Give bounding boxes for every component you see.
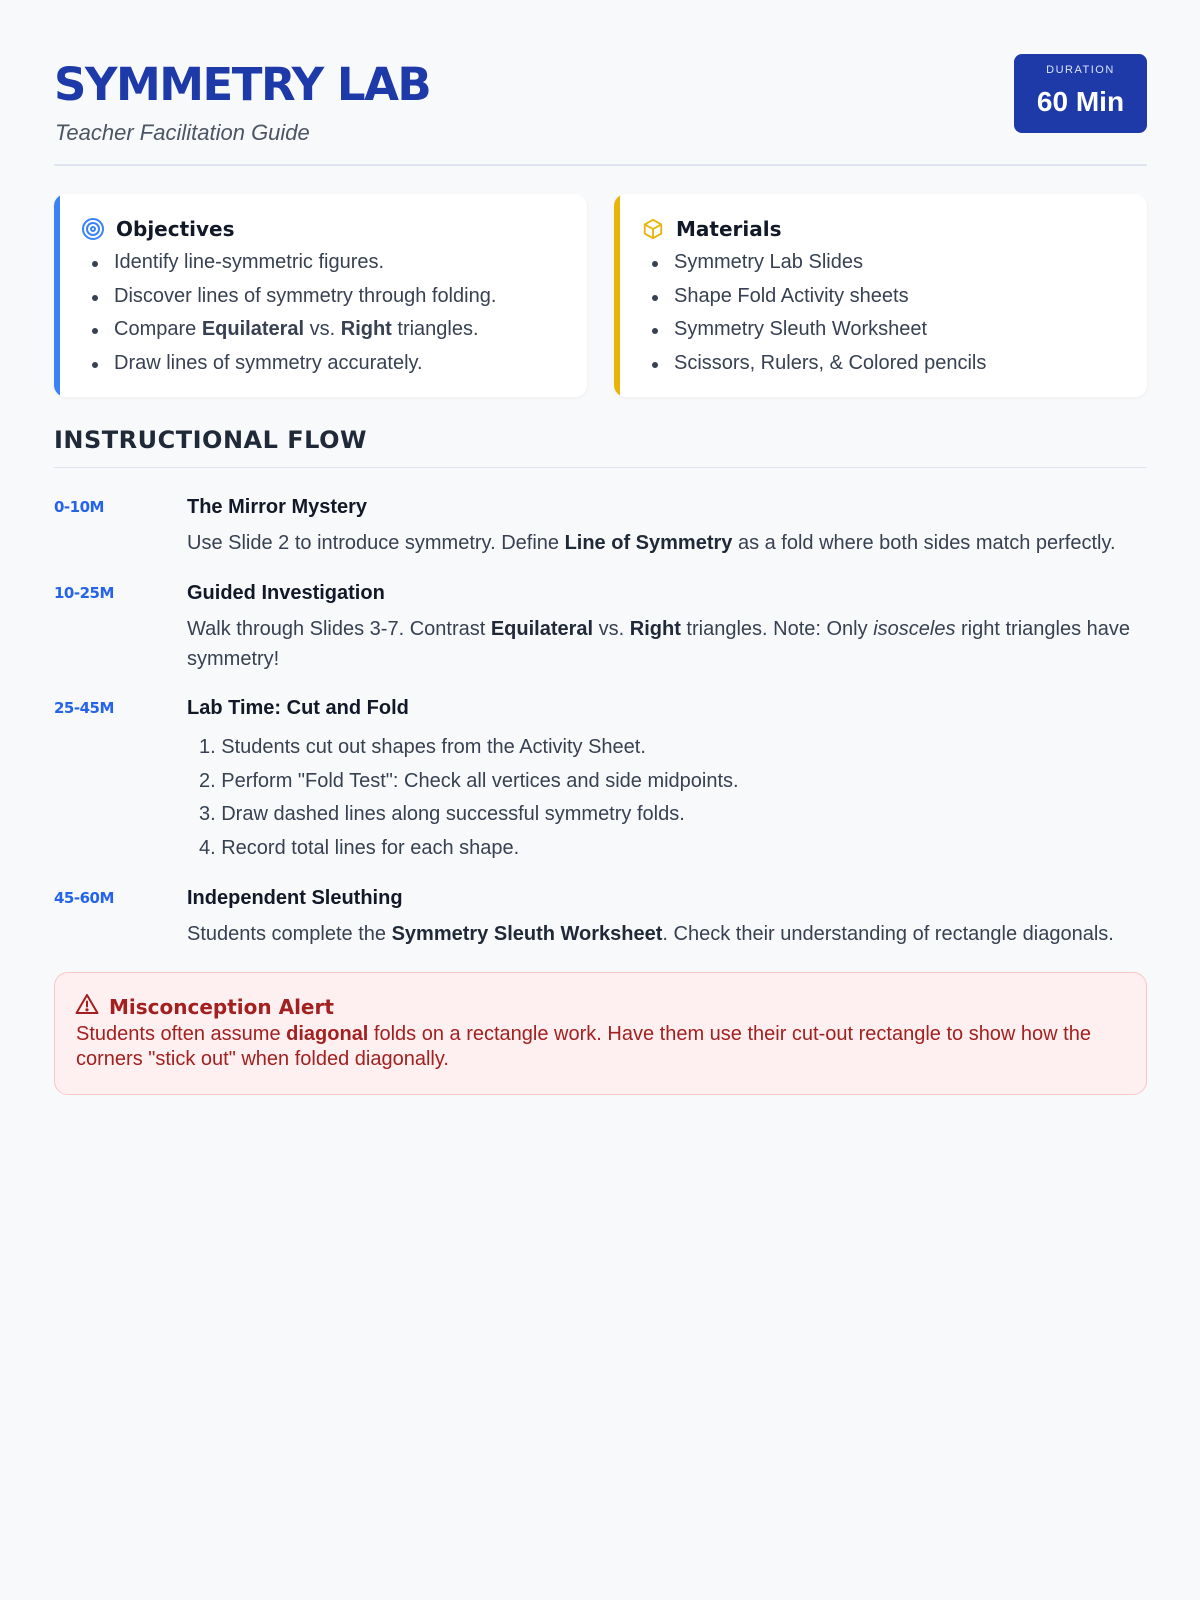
material-item: Scissors, Rulers, & Colored pencils: [674, 347, 986, 381]
step-text: triangles. Note: Only: [680, 618, 874, 640]
objectives-card: [54, 194, 587, 397]
step-text: Students complete the: [187, 923, 392, 945]
page-subtitle: Teacher Facilitation Guide: [55, 120, 310, 145]
warning-icon: [75, 993, 99, 1020]
objective-item: Identify line-symmetric figures.: [114, 246, 496, 280]
alert-header: [75, 993, 334, 1020]
alert-text: Students often assume: [76, 1023, 287, 1045]
step-time: 25-45M: [54, 699, 114, 717]
step-title: Independent Sleuthing: [187, 887, 403, 909]
objectives-accent-bar: [54, 194, 60, 397]
objective-emphasis: Equilateral: [201, 318, 305, 340]
step-time: 10-25M: [54, 584, 114, 602]
step-text: Use Slide 2 to introduce symmetry. Define: [187, 532, 565, 554]
step-body: [187, 494, 1147, 558]
material-item: Shape Fold Activity sheets: [674, 280, 986, 314]
materials-header: [640, 214, 782, 244]
materials-card: [614, 194, 1147, 397]
step-list-item: 4. Record total lines for each shape.: [199, 836, 520, 859]
materials-list: [674, 246, 986, 380]
objective-item: Draw lines of symmetry accurately.: [114, 347, 496, 381]
objectives-title: Objectives: [116, 217, 235, 241]
page-header: [54, 0, 1147, 166]
material-item: Symmetry Sleuth Worksheet: [674, 313, 986, 347]
alert-text: folds on a rectangle work. Have them use their cut-out rectangle to show how the corners "stick out" when folded diagonally.: [76, 1023, 1091, 1070]
page-title: SYMMETRY LAB: [54, 58, 431, 111]
step-italic: isosceles: [873, 618, 956, 640]
step-list: [187, 731, 1147, 865]
duration-label: DURATION: [1046, 64, 1115, 76]
step-description: [187, 614, 1147, 674]
step-body: [187, 580, 1147, 674]
objective-text: Compare: [114, 318, 202, 340]
step-emphasis: Line of Symmetry: [564, 532, 733, 554]
step-list-item: 2. Perform "Fold Test": Check all vertices and side midpoints.: [199, 769, 739, 792]
flow-heading: INSTRUCTIONAL FLOW: [54, 426, 367, 454]
step-body: [187, 885, 1147, 949]
step-time: 0-10M: [54, 498, 104, 516]
material-item: Symmetry Lab Slides: [674, 246, 986, 280]
step-text: right triangles have symmetry!: [187, 618, 1130, 670]
misconception-alert: [54, 972, 1147, 1095]
objective-emphasis: Right: [340, 318, 392, 340]
objective-item: Discover lines of symmetry through folding.: [114, 280, 496, 314]
step-emphasis: Equilateral: [490, 618, 594, 640]
materials-accent-bar: [614, 194, 620, 397]
duration-value: 60 Min: [1036, 86, 1125, 117]
objective-text: triangles.: [391, 318, 479, 340]
step-emphasis: Right: [629, 618, 681, 640]
step-text: Walk through Slides 3-7. Contrast: [187, 618, 491, 640]
summary-cards: [54, 194, 1147, 397]
step-title: Guided Investigation: [187, 582, 385, 604]
box-icon: [640, 216, 666, 242]
alert-message: [76, 1022, 1116, 1072]
lesson-guide: [54, 0, 1147, 1070]
objectives-header: [80, 214, 235, 244]
step-time: 45-60M: [54, 889, 114, 907]
step-list-item: 3. Draw dashed lines along successful symmetry folds.: [199, 803, 685, 825]
alert-title: Misconception Alert: [109, 994, 334, 1019]
step-description: [187, 528, 1147, 558]
materials-title: Materials: [676, 217, 782, 241]
step-title: Lab Time: Cut and Fold: [187, 697, 409, 719]
step-description: [187, 919, 1147, 949]
step-emphasis: Symmetry Sleuth Worksheet: [391, 923, 663, 945]
objective-text: vs.: [304, 318, 341, 340]
step-text: as a fold where both sides match perfectly.: [732, 532, 1116, 554]
step-body: [187, 695, 1147, 865]
step-list-item: 1. Students cut out shapes from the Activity Sheet.: [199, 736, 646, 758]
step-text: . Check their understanding of rectangle diagonals.: [662, 923, 1114, 945]
duration-badge: [1014, 54, 1147, 133]
objective-item: [114, 313, 496, 347]
flow-divider: [54, 467, 1147, 468]
alert-emphasis: diagonal: [286, 1023, 369, 1045]
step-title: The Mirror Mystery: [187, 496, 368, 518]
objectives-list: [114, 246, 496, 380]
step-text: vs.: [593, 618, 630, 640]
target-icon: [80, 216, 106, 242]
